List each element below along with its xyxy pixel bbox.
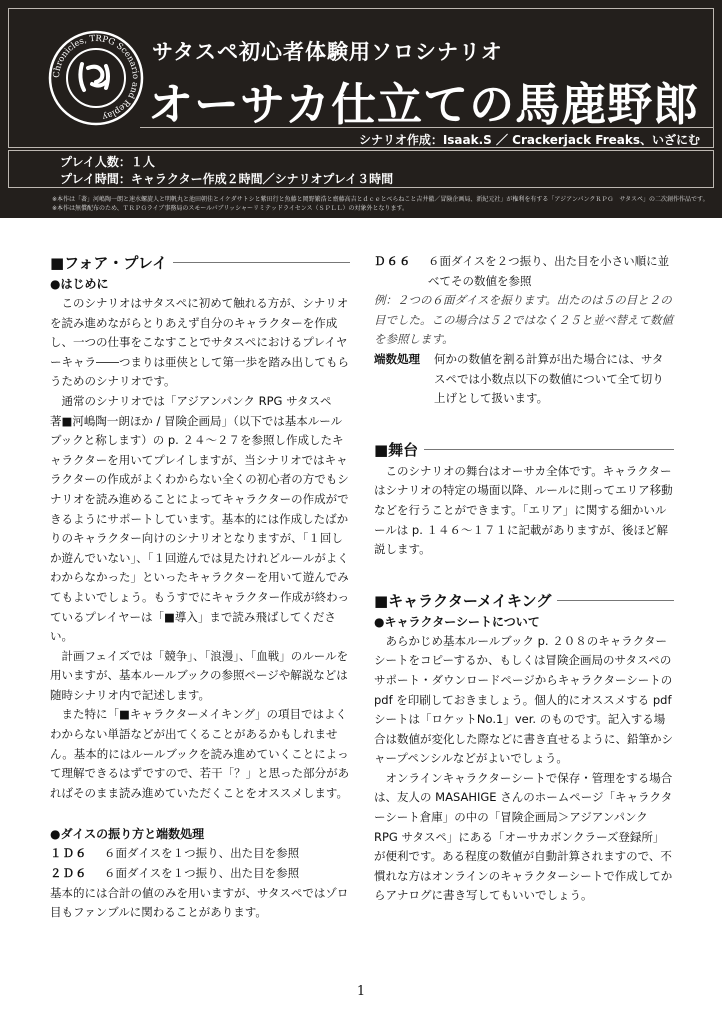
page-header [0, 0, 722, 218]
dice-example: 例：２つの６面ダイスを振ります。出たのは５の目と２の目でした。この場合は５２ではなく２５と並べ替えて数値を参照します。 [374, 293, 673, 347]
section-heading-foreplay: ■フォア・プレイ [50, 252, 350, 273]
dice-text: ６面ダイスを１つ振り、出た目を参照 [104, 846, 300, 861]
paragraph: 通常のシナリオでは「アジアンパンク RPG サタスペ 著■河嶋陶一朗ほか / 冒険企画局」（以下では基本ルールブックと称します）の p. ２４～２７を参照し作成したキャラクターを用いてプレイしますが、当シナリオではキャラクターの作成がよくわからない全くの初心者の方でもシナリオを読み進めることによってキャラクターの作成ができるようにサポートしています。基本的には作成したばかりのキャラクター向けのシナリオとなりますが、「１回しか遊んでいない」、「１回遊んでは見たけれどルールがよくわからなかった」といったキャラクターを用いて遊んでみてもよいでしょう。もうすでにキャラクター作成が終わっているプレイヤーは「■導入」まで読み飛ばしてください。 [50, 393, 349, 644]
subheading-character-sheet: ●キャラクターシートについて [374, 614, 540, 629]
paragraph: このシナリオはサタスペに初めて触れる方が、シナリオを読み進めながらとりあえず自分のキャラクターを作成し、一つの仕事をこなすことでサタスペにおけるプレイヤーキャラ――つまりは亜侠として第一歩を踏み出してもらうためのシナリオです。 [50, 296, 349, 389]
license-note: ※本作は無償配布のため、ＴＲＰＧライブ事務局のスモールパブリッシャーリミテッドライセンス（ＳＰＬＬ）の対象外となります。 [52, 205, 409, 212]
paragraph: あらかじめ基本ルールブック p. ２０８のキャラクターシートをコピーするか、もしくは冒険企画局のサタスペのサポート・ダウンロードページからキャラクターシートの pdf を印刷しておきましょう。個人的にオススメする pdf シートは「ロケットNo.1」ver. のものです。記入する場合は数値が変化した際などに書き直せるように、鉛筆かシャープペンシルなどがよいでしょう。 [374, 633, 673, 766]
scenario-subtitle: サタスペ初心者体験用ソロシナリオ [152, 40, 503, 64]
paragraph: 基本的には合計の値のみを用いますが、サタスペではゾロ目もファンブルに関わることがあります。 [50, 885, 349, 920]
publisher-logo [48, 30, 144, 126]
scenario-credit: シナリオ作成：Isaak.S ／ Crackerjack Freaks、いざにむ [358, 133, 700, 147]
paragraph: このシナリオの舞台はオーサカ全体です。キャラクターはシナリオの特定の場面以降、ルールに則ってエリア移動などを行うことができます。「エリア」に関する細かいルールは p. １４６～１７１に記載がありますが、後ほど解説します。 [374, 463, 673, 557]
subheading-dice: ●ダイスの振り方と端数処理 [50, 827, 205, 842]
play-time: プレイ時間：キャラクター作成２時間／シナリオプレイ３時間 [60, 172, 394, 186]
dice-term: Ｄ６６ [374, 254, 412, 268]
paragraph: また特に「■キャラクターメイキング」の項目ではよくわからない単語などが出てくることがあるかもしれません。基本的にはルールブックを読み進めていくことによって理解できるはずですので、若干「？」と思った部分があればそのまま読み進めていただくことをオススメします。 [50, 707, 350, 800]
svg-text:Chronicles, TRPG Scenario and: Chronicles, TRPG Scenario and Replay [51, 33, 141, 122]
left-column [50, 252, 350, 923]
paragraph: オンラインキャラクターシートで保存・管理をする場合は、友人の MASAHIGE さんのホームページ「キャラクターシート倉庫」の中の「冒険企画局＞アジアンパンク RPG サタスペ」にある「オーサカボンクラーズ登録所」が便利です。ある程度の数値が自動計算されますので、不慣れな方はオンラインのキャラクターシートで作成してからアナログに書き写してもいいでしょう。 [374, 770, 673, 903]
rounding-term: 端数処理 [374, 351, 420, 366]
section-heading-character-making: ■キャラクターメイキング [374, 590, 674, 611]
section-heading-stage: ■舞台 [374, 439, 674, 460]
copyright-note: ※本作は「著」河嶋陶一朗と速水螺旋人と明帆丸と池田朝佳とイケダサトシと紫田行と魚藤と岡野繁浩と齋藤高吉とｄｃｅとべらねこと吉井徹／冒険企画局、新紀元社」が権利を有する「アジアンパンクＲＰＧ サタスペ」の二次創作作品です。 [52, 196, 709, 203]
player-count: プレイ人数：１人 [60, 155, 155, 169]
dice-definition [50, 864, 350, 884]
dice-term: ２Ｄ６ [50, 866, 88, 881]
paragraph: 計画フェイズでは「競争」、「浪漫」、「血戦」のルールを用いますが、基本ルールブックの参照ページや解説などは随時シナリオ内で記述します。 [50, 648, 349, 702]
subheading-intro: ●はじめに [50, 277, 109, 291]
rounding-text: 何かの数値を割る計算が出た場合には、サタスペでは小数点以下の数値について全て切り上げとして扱います。 [434, 351, 664, 406]
right-column [374, 252, 674, 906]
dice-text: ６面ダイスを１つ振り、出た目を参照 [104, 866, 300, 881]
dice-definition [50, 844, 350, 864]
page-number: 1 [356, 984, 366, 999]
rounding-definition [374, 350, 674, 409]
scenario-title: オーサカ仕立ての馬鹿野郎 [148, 78, 700, 131]
dice-definition [374, 252, 674, 291]
dice-term: １Ｄ６ [50, 846, 88, 861]
dice-text: ６面ダイスを２つ振り、出た目を小さい順に並べてその数値を参照 [428, 254, 670, 288]
